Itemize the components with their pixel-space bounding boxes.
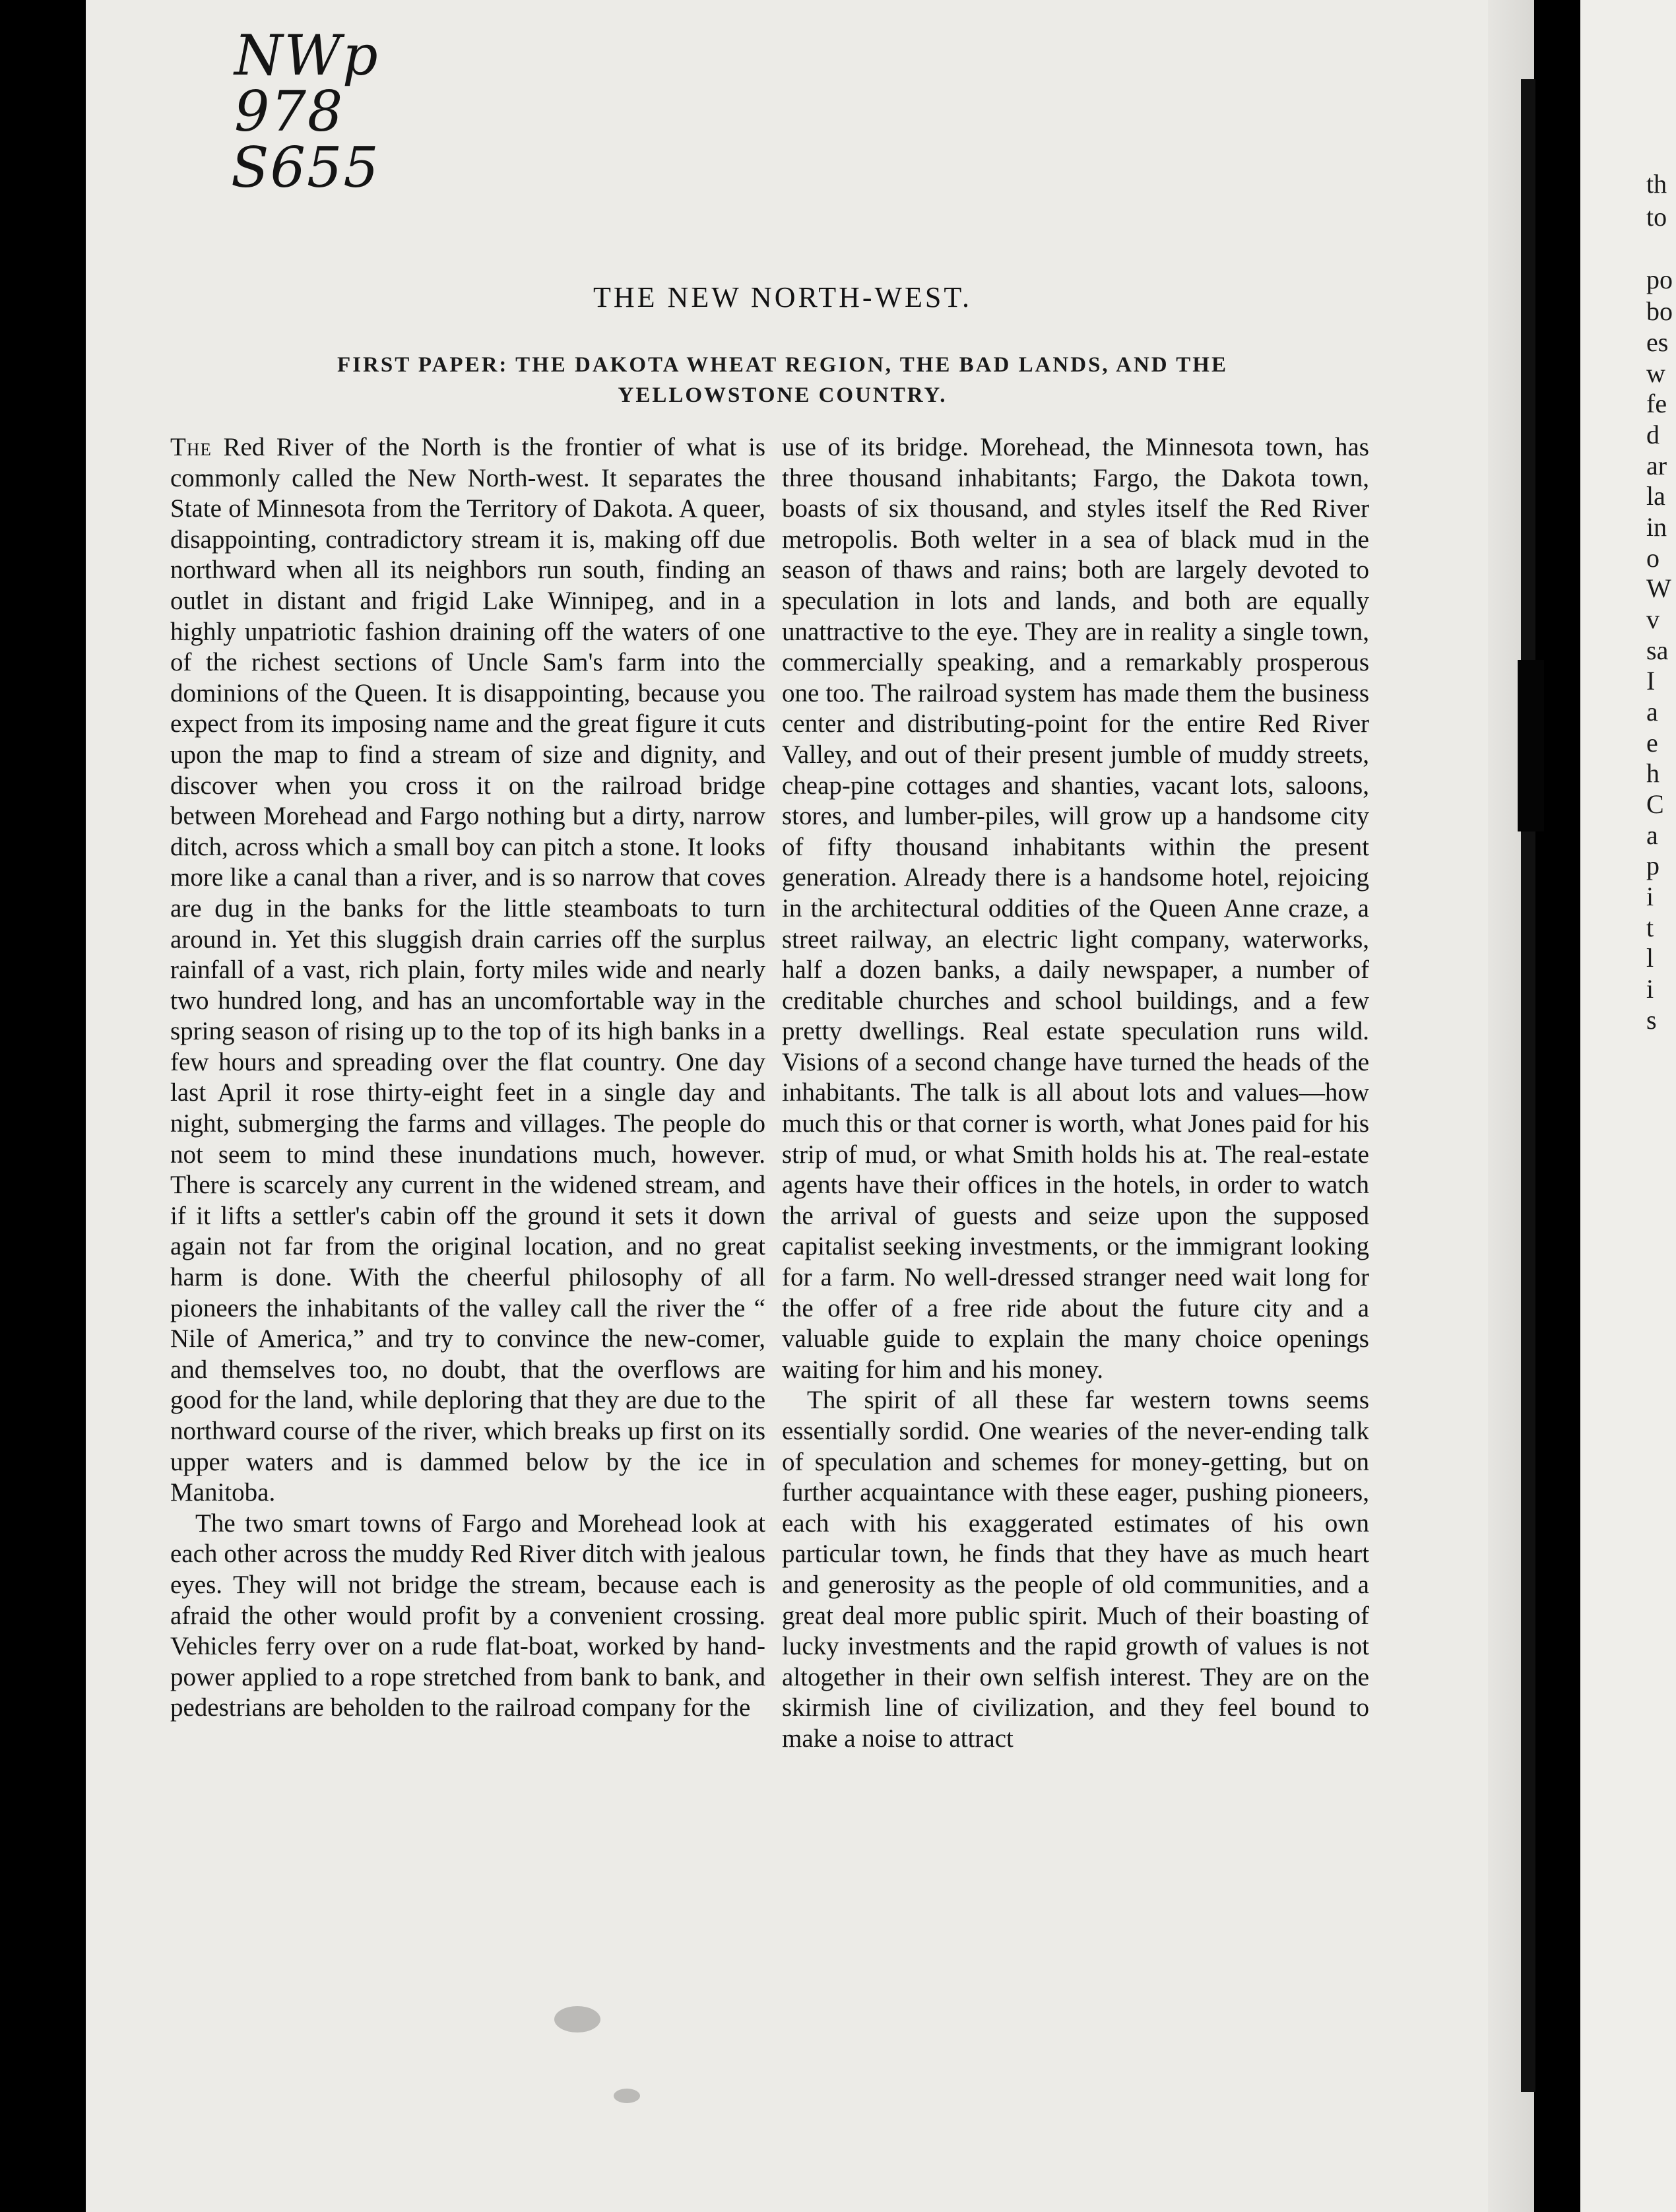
facing-fragment: a	[1646, 697, 1658, 727]
facing-fragment: s	[1646, 1005, 1657, 1035]
binding-shadow	[1518, 660, 1544, 831]
right-column	[782, 432, 1369, 1755]
binding-edge	[1521, 79, 1535, 2092]
facing-fragment: a	[1646, 820, 1658, 850]
facing-fragment: to	[1646, 202, 1667, 232]
facing-fragment: o	[1646, 543, 1660, 573]
paragraph: The two smart towns of Fargo and Morehead look at each other across the muddy Red River ditch with jealous eyes. They will not bridge the stream, because each is afraid the other would profit by a convenient crossing. Vehicles ferry over on a rude flat-boat, worked by hand-power applied to a rope stretched from bank to bank, and pedestrians are beholden to the railroad company for the	[170, 1509, 765, 1722]
facing-fragment: es	[1646, 327, 1669, 357]
facing-page	[1580, 0, 1676, 2212]
facing-fragment: t	[1646, 913, 1654, 942]
facing-fragment: i	[1646, 974, 1654, 1004]
ink-smudge	[614, 2089, 640, 2103]
facing-fragment: in	[1646, 512, 1667, 542]
subtitle-line-1: FIRST PAPER: THE DAKOTA WHEAT REGION, THE BAD LANDS, AND THE	[337, 353, 1228, 377]
facing-fragment: v	[1646, 604, 1660, 634]
facing-fragment: p	[1646, 851, 1660, 880]
facing-fragment: po	[1646, 265, 1673, 294]
facing-fragment: i	[1646, 882, 1654, 911]
paragraph: The spirit of all these far western towns seems essentially sordid. One wearies of the never-ending talk of speculation and schemes for money-getting, but on further acquaintance with these eager, pushing pioneers, each with his exaggerated estimates of his own particular town, he finds that they have as much heart and generosity as the people of old communities, and a great deal more public spirit. Much of their boasting of lucky investments and the rapid growth of values is not altogether in their own selfish interest. They are on the skirmish line of civilization, and they feel bound to make a noise to attract	[782, 1386, 1369, 1753]
opening-word: The	[170, 433, 212, 461]
facing-fragment: W	[1646, 573, 1671, 603]
subtitle-line-2: YELLOWSTONE COUNTRY.	[618, 383, 948, 407]
facing-fragment: h	[1646, 758, 1660, 788]
call-number-line-2: 978	[234, 79, 344, 144]
facing-fragment: fe	[1646, 389, 1667, 418]
left-column	[170, 432, 765, 1724]
facing-fragment: w	[1646, 358, 1665, 388]
call-number-line-1: NWp	[234, 23, 379, 88]
facing-fragment: th	[1646, 169, 1667, 199]
facing-fragment: I	[1646, 666, 1656, 696]
facing-fragment: bo	[1646, 296, 1673, 326]
facing-fragment: d	[1646, 420, 1660, 449]
facing-fragment: sa	[1646, 635, 1669, 665]
paragraph: use of its bridge. Morehead, the Minnesota town, has three thousand inhabitants; Fargo, the Dakota town, boasts of six thousand, and styles itself the Red River metropolis. Both welter in a sea of black mud in the season of thaws and rains; both are largely devoted to speculation in lots and lands, and both are equally unattractive to the eye. They are in reality a single town, commercially speaking, and a remarkably prosperous one too. The railroad system has made them the business center and distributing-point for the entire Red River Valley, and out of their present jumble of muddy streets, cheap-pine cottages and shanties, vacant lots, saloons, stores, and lumber-piles, will grow up a handsome city of fifty thousand inhabitants within the present generation. Already there is a handsome hotel, rejoicing in the architectural oddities of the Queen Anne craze, a street railway, an electric light company, waterworks, half a dozen banks, a daily newspaper, a number of creditable churches and school buildings, and a few pretty dwellings. Real estate speculation runs wild. Visions of a second change have turned the heads of the inhabitants. The talk is all about lots and values—how much this or that corner is worth, what Jones paid for his strip of mud, or what Smith holds his at. The real-estate agents have their offices in the hotels, in order to watch the arrival of guests and seize upon the supposed capitalist seeking investments, or the immigrant looking for a farm. No well-dressed stranger need wait long for the offer of a free ride about the future city and a valuable guide to explain the many choice openings waiting for him and his money.	[782, 433, 1369, 1384]
ink-smudge	[554, 2006, 600, 2033]
call-number-line-3: S655	[231, 135, 380, 200]
facing-fragment: e	[1646, 728, 1658, 758]
paragraph-text: Red River of the North is the frontier of what is commonly called the New North-west. It separates the State of Minnesota from the Territory of Dakota. A queer, disappointing, contradictory stream it is, making off due northward when all its neighbors run south, finding an outlet in distant and frigid Lake Winnipeg, and in a highly unpatriotic fashion draining off the waters of one of the richest sections of Uncle Sam's farm into the dominions of the Queen. It is disappointing, because you expect from its imposing name and the great figure it cuts upon the map to find a stream of size and dignity, and discover when you cross it on the railroad bridge between Morehead and Fargo nothing but a dirty, narrow ditch, across which a small boy can pitch a stone. It looks more like a canal than a river, and is so narrow that coves are dug in the banks for the little steamboats to turn around in. Yet this sluggish drain carries off the surplus rainfall of a vast, rich plain, forty miles wide and nearly two hundred long, and has an uncomfortable way in the spring season of rising up to the top of its high banks in a few hours and spreading over the flat country. One day last April it rose thirty-eight feet in a single day and night, submerging the farms and villages. The people do not seem to mind these inundations much, however. There is scarcely any current in the widened stream, and if it lifts a settler's cabin off the ground it sets it down again not far from the original location, and no great harm is done. With the cheerful philosophy of all pioneers the inhabitants of the valley call the river the “ Nile of America,” and try to convince the new-comer, and themselves too, no doubt, that the overflows are good for the land, while deploring that they are due to the northward course of the river, which breaks up first on its upper waters and is dammed below by the ice in Manitoba.	[170, 433, 766, 1507]
facing-fragment: C	[1646, 789, 1664, 819]
facing-fragment: ar	[1646, 451, 1667, 480]
facing-fragment: la	[1646, 481, 1665, 511]
paragraph	[170, 432, 765, 1509]
facing-fragment: l	[1646, 943, 1654, 973]
article-title: THE NEW NORTH-WEST.	[593, 281, 972, 313]
article-subtitle	[86, 350, 1479, 410]
